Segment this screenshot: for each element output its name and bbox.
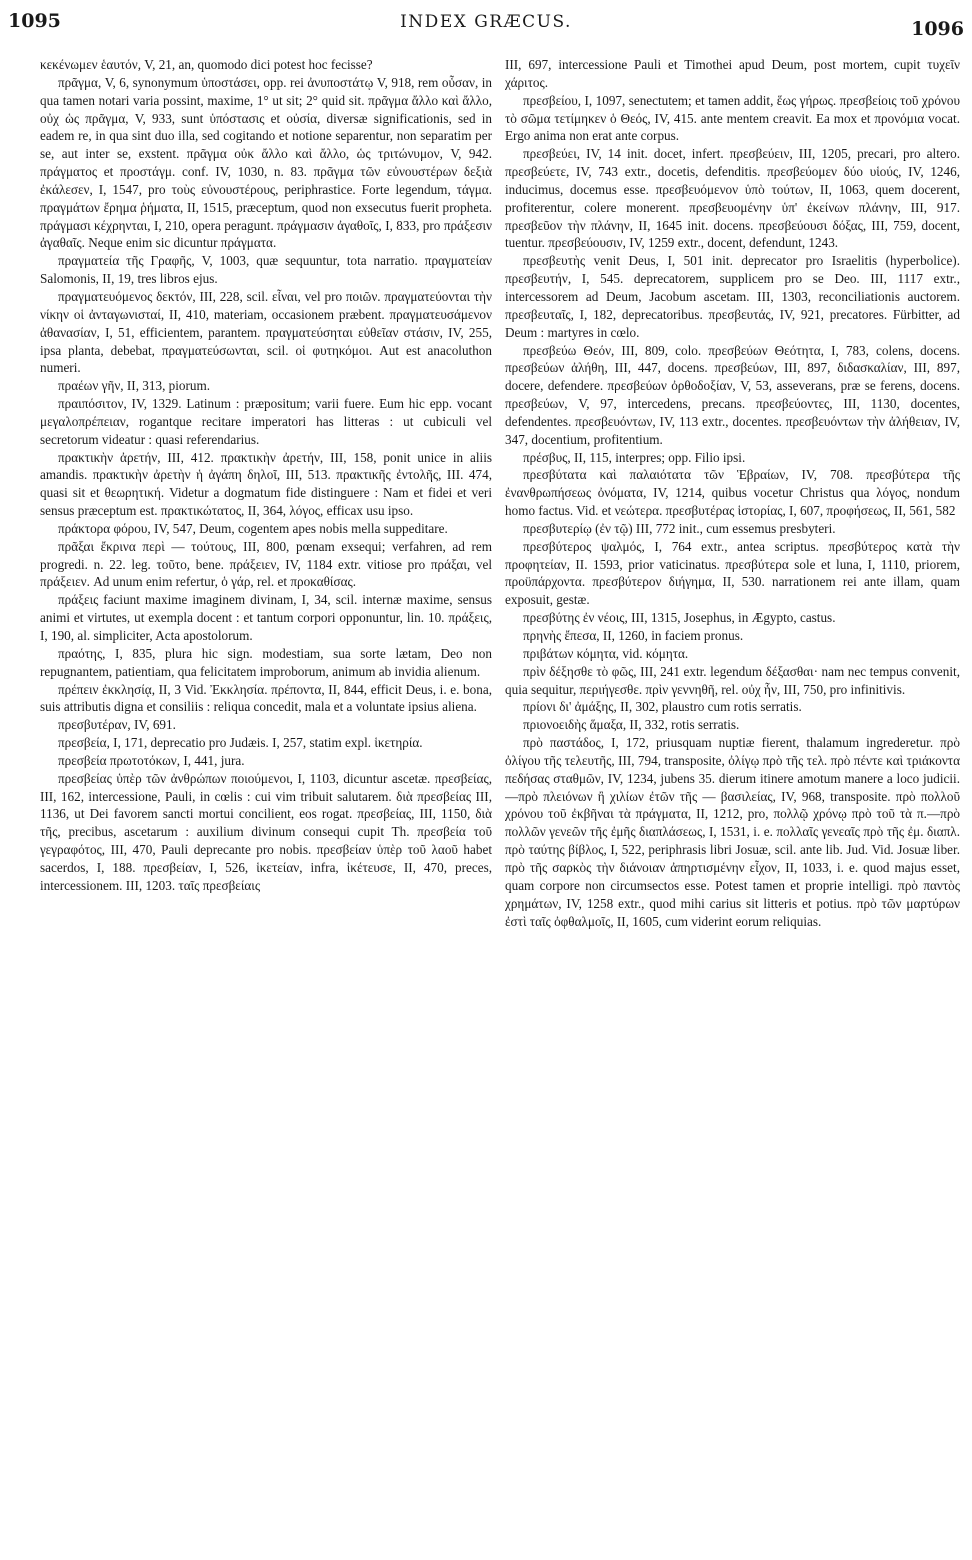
index-entry: πρέπειν ἐκκλησίᾳ, II, 3 Vid. Ἐκκλησία. πρέποντα, II, 844, efficit Deus, i. e. bona, suis attributis digna et consiliis : reliqua concedit, mala et a voluntate ipsius aliena. — [40, 681, 492, 715]
index-entry: πράξεις faciunt maxime imaginem divinam, I, 34, scil. internæ maxime, sensus animi et virtutes, ut exempla docent : et tantum corpori opponuntur, lin. 10. πράξεις, I, 190, al. simpliciter, Acta apostolorum. — [40, 592, 492, 643]
index-entry: πρεσβύτατα καὶ παλαιότατα τῶν Ἑβραίων, IV, 708. πρεσβύτερα τῆς ἐνανθρωπήσεως ὀνόματα, IV, 1214, quibus vocetur Christus qua λόγος, nondum homo factus. Vid. et νεώτερα. πρεσβυτέρας ἱστορίας, I, 607, προφήσεως, II, 561, 582 — [505, 467, 960, 519]
index-entry: πρὸ παστάδος, I, 172, priusquam nuptiæ fierent, thalamum ingrederetur. πρὸ ὀλίγου τῆς τελευτῆς, III, 794, transposite, ὀλίγῳ πρὸ τῆς τελ. πρὸ πέντε καὶ τριάκοντα πεδήσας σταθμῶν, IV, 1234, jubens 35. dierum itinere amotum manere a loco judicii. —πρὸ πλειόνων ἢ χιλίων ἐτῶν τῆς — βασιλείας, IV, 968, transposite. πρὸ πολλοῦ χρόνου τοῦ ἐκβῆναι τὰ πράγματα, II, 1212, pro, πολλῷ χρόνῳ πρὸ τοῦ τὰ π.—πρὸ πολλῶν γενεῶν τῆς ἐμῆς διαπλάσεως, I, 1531, i. e. πολλαῖς γενεαῖς πρὸ τῆς ἐμ. διαπλ. πρὸ ταύτης βίβλος, I, 522, periphrasis libri Josuæ, scil. ante lib. Jud. Vid. Josuæ liber. πρὸ τῆς σαρκὸς τὴν διάνοιαν ἀπηρτισμένην εἶχον, II, 1033, i. e. quod majus esset, quam corpore non circumsectos esse. Potest tamen et proprie intelligi. πρὸ παντὸς χρημάτων, IV, 1258 extr., quod mihi carius sit litteris et potius. πρὸ τῶν μαρτύρων ἐστὶ ταῖς ὀφθαλμοῖς, II, 1605, cum viderint eorum reliquias. — [505, 735, 960, 929]
index-entry: πρεσβυτέραν, IV, 691. — [58, 717, 176, 733]
index-entry: πράκτορα φόρου, IV, 547, Deum, cogentem apes nobis mella suppeditare. — [58, 520, 448, 536]
index-entry: πρακτικὴν ἀρετήν, III, 412. πρακτικὴν ἀρετήν, III, 158, ponit unice in aliis amandis. πρακτικὴν ἀρετὴν ἡ ἀγάπη δηλοῖ, III, 513. πρακτικῆς ἐντολῆς, III. 474, quasi sit et θεωρητική. Videtur a dogmatum fide distinguere : Nam et fidei et veri sensus præceptum est. πρακτικώτατος, II, 364, λόγος, efficax usu ipso. — [40, 449, 492, 519]
right-column — [505, 56, 960, 1546]
left-column — [40, 56, 492, 1546]
index-entry: πραγματεία τῆς Γραφῆς, V, 1003, quæ sequuntur, tota narratio. πραγματείαν Salomonis, II, 19, tres libros ejus. — [40, 253, 492, 287]
index-entry: πραγματευόμενος δεκτόν, III, 228, scil. εἶναι, vel pro ποιῶν. πραγματεύονται τὴν νίκην οἱ ἀνταγωνισταί, II, 410, materiam, occasionem præbent. πραγματευσάμενον ἀθανασίαν, I, 51, efficientem, parantem. πραγματεύσηται εὐθεῖαν στάσιν, IV, 255, ipsa planta, debebat, πραγματεύσωνται, scil. οἱ φυτηκόμοι. Aut est anacoluthon numeri. — [40, 288, 492, 376]
index-entry: πρίονι δι' ἀμάξης, II, 302, plaustro cum rotis serratis. — [523, 699, 802, 715]
index-entry: κεκένωμεν ἑαυτόν, V, 21, an, quomodo dici potest hoc fecisse? — [40, 57, 373, 72]
index-entry: πραέων γῆν, II, 313, piorum. — [58, 378, 211, 394]
index-entry: πραότης, I, 835, plura hic sign. modestiam, sua sorte lætam, Deo non repugnantem, patientiam, qua felicitatem improborum, animum ab invidia alienum. — [40, 645, 492, 679]
index-entry: πριονοειδὴς ἅμαξα, II, 332, rotis serratis. — [523, 717, 740, 733]
index-entry: πρεσβεύει, IV, 14 init. docet, infert. πρεσβεύειν, III, 1205, precari, pro altero. πρεσβεύετε, IV, 743 extr., docetis, defenditis. πρεσβεύομεν δύο υἱούς, IV, 1246, inducimus, docemus esse. πρεσβευόμενον ὑπὸ τούτων, II, 1063, quem docerent, profiterentur, colere monerent. πρεσβευομένην ὑπ' ἐκείνων πλάνην, III, 917. πρεσβεῦον τὴν πλάνην, II, 1645 init. docens. πρεσβεύουσι δόξας, III, 759, docent, tuentur. πρεσβεύουσιν, IV, 1259 extr., docent, defendunt, 1243. — [505, 146, 960, 251]
page-header — [8, 6, 964, 46]
index-entry: πρεσβείας ὑπὲρ τῶν ἀνθρώπων ποιούμενοι, I, 1103, dicuntur ascetæ. πρεσβείας, III, 162, intercessione, Pauli, in cœlis : cui vim tribuit salutarem. διὰ πρεσβείας III, 1136, ut Dei favorem sancti mortui concilient, eos rogat. πρεσβείας, III, 1150, διὰ τῆς, precibus, ascetarum : auxilium divinum consequi cupit Th. πρεσβεία τοῦ γεγραφότος, III, 470, Pauli deprecante pro nobis. πρεσβείαν ὑπὲρ τοῦ λαοῦ habet sacerdos, I, 188. πρεσβείαν, I, 526, ἱκετείαν, infra, ἱκέτευσε, II, 470, preces, intercessionem. III, 1203. ταῖς πρεσβείαις — [40, 770, 492, 893]
index-entry: πρηνὴς ἔπεσα, II, 1260, in faciem pronus. — [523, 628, 744, 643]
index-entry: III, 697, intercessione Pauli et Timothei apud Deum, post mortem, cupit τυχεῖν χάριτος. — [505, 57, 960, 90]
index-entry: πρεσβεύω Θεόν, III, 809, colo. πρεσβεύων Θεότητα, I, 783, colens, docens. πρεσβεύων ἀλήθη, III, 447, docens. πρεσβεύων, III, 897, διδασκαλίαν, III, 897, docere, defendere. πρεσβεύων ὀρθοδοξίαν, V, 53, asseverans, præ se ferens, docens. πρεσβεύων, V, 97, intercedens, precans. πρεσβεύοντες, III, 1130, docentes, defendentes. πρεσβευόντων, IV, 113 extr., docentes. πρεσβευόντων τὴν ἀλήθειαν, IV, 347, docentium, profitentium. — [505, 342, 960, 447]
index-entry: πριβάτων κόμητα, vid. κόμητα. — [523, 645, 689, 661]
index-entry: πρὶν δέξησθε τὸ φῶς, III, 241 extr. legendum δέξασθαι· nam nec tempus convenit, quia sequitur, περιήγεσθε. πρὶν γεννηθῆ, rel. οὐχ ἦν, III, 750, pro infinitivis. — [505, 663, 960, 697]
index-entry: πρεσβεία πρωτοτόκων, I, 441, jura. — [58, 752, 245, 768]
index-entry: πρεσβυτερίῳ (ἐν τῷ) III, 772 init., cum essemus presbyteri. — [523, 520, 836, 536]
page-number-right: 1096 — [911, 18, 964, 40]
index-entry: πρᾶγμα, V, 6, synonymum ὑποστάσει, opp. rei ἀνυποστάτῳ V, 918, rem οὖσαν, in qua tamen notari varia possint, maxime, 1° ut sit; 2° quid sit. πρᾶγμα ἄλλο καὶ ἄλλο, οὐχ ὡς πρᾶγμα, V, 933, sunt ὑπόστασις et οὐσία, diversæ significationis, sed in eadem re, in qua sint duo illa, sed cogitando et notione separentur, non separatim per se, aut inter se, exstent. πρᾶγμα οὐκ ἄλλο καὶ ἄλλο, ὡς τριτώνυμον, V, 942. πράγματος et προστάγμ. conf. IV, 1030, n. 83. πρᾶγμα τῶν εὐνουστέρων δεξιὰ ἐκάλεσεν, I, 1547, pro τοὺς εὐνουστέρους, periphrastice. Forte legendum, τάγμα. πραγμάτων ἔρημα ῥήματα, II, 1515, præceptum, quod non exsecutus fuerit propheta. πράγμασι κέχρηνται, I, 210, opera peragunt. πράγμασιν ἀγαθοῖς, I, 833, pro πράξεσιν ἀγαθαῖς. Neque enim sic dicuntur πράγματα. — [40, 74, 492, 251]
index-entry: πρεσβύτης ἐν νέοις, III, 1315, Josephus, in Ægypto, castus. — [523, 610, 836, 626]
page-number-left: 1095 — [8, 10, 61, 32]
index-entry: πραιπόσιτον, IV, 1329. Latinum : præpositum; varii fuere. Eum hic epp. vocant μεγαλοπρέπειαν, rogantque recitare imperatori has litteras : ut cubiculi vel secretorum videatur : quasi referendarius. — [40, 396, 492, 447]
index-entry: πρέσβυς, II, 115, interpres; opp. Filio ipsi. — [523, 449, 746, 465]
index-entry: πρεσβευτὴς venit Deus, I, 501 init. deprecator pro Israelitis (hyperbolice). πρεσβευτήν, I, 545. deprecatorem, supplicem pro se Deo. III, 1117 extr., intercessorem ad Deum, Jacobum ascetam. III, 1303, reconciliationis auctorem. πρεσβευταῖς, I, 182, deprecatoribus. πρεσβευτάς, IV, 921, precatores. Fürbitter, ad Deum : martyres in cœlo. — [505, 253, 960, 340]
running-title: INDEX GRÆCUS. — [400, 12, 572, 32]
index-entry: πρᾶξαι ἔκρινα περὶ — τούτους, III, 800, pœnam exsequi; verfahren, ad rem progredi. n. 22. leg. τοῦτο, bene. πράξειεν, IV, 1184 extr. vitiose pro πράξαι, vel πράξειεν. Ad unum enim refertur, ὁ γάρ, rel. et προκαθίσας. — [40, 538, 492, 590]
index-entry: πρεσβύτερος ψαλμός, I, 764 extr., antea scriptus. πρεσβύτερος κατὰ τὴν προφητείαν, II. 1593, prior vaticinatus. πρεσβύτερα sole et luna, I, 1110, priorem, προϋπάρχοντα. πρεσβύτερον διήγημα, II, 530. narrationem rei ante illam, quam exposuit, gestæ. — [505, 538, 960, 608]
index-entry: πρεσβεία, I, 171, deprecatio pro Judæis. I, 257, statim expl. ἱκετηρία. — [58, 735, 423, 751]
index-entry: πρεσβείου, I, 1097, senectutem; et tamen addit, ἕως γήρως. πρεσβείοις τοῦ χρόνου τὸ σῶμα τετίμηκεν ὁ Θεός, IV, 415. ante mentem creavit. Ea mox et προνόμια vocat. Ergo anima non erat ante corpus. — [505, 92, 960, 144]
